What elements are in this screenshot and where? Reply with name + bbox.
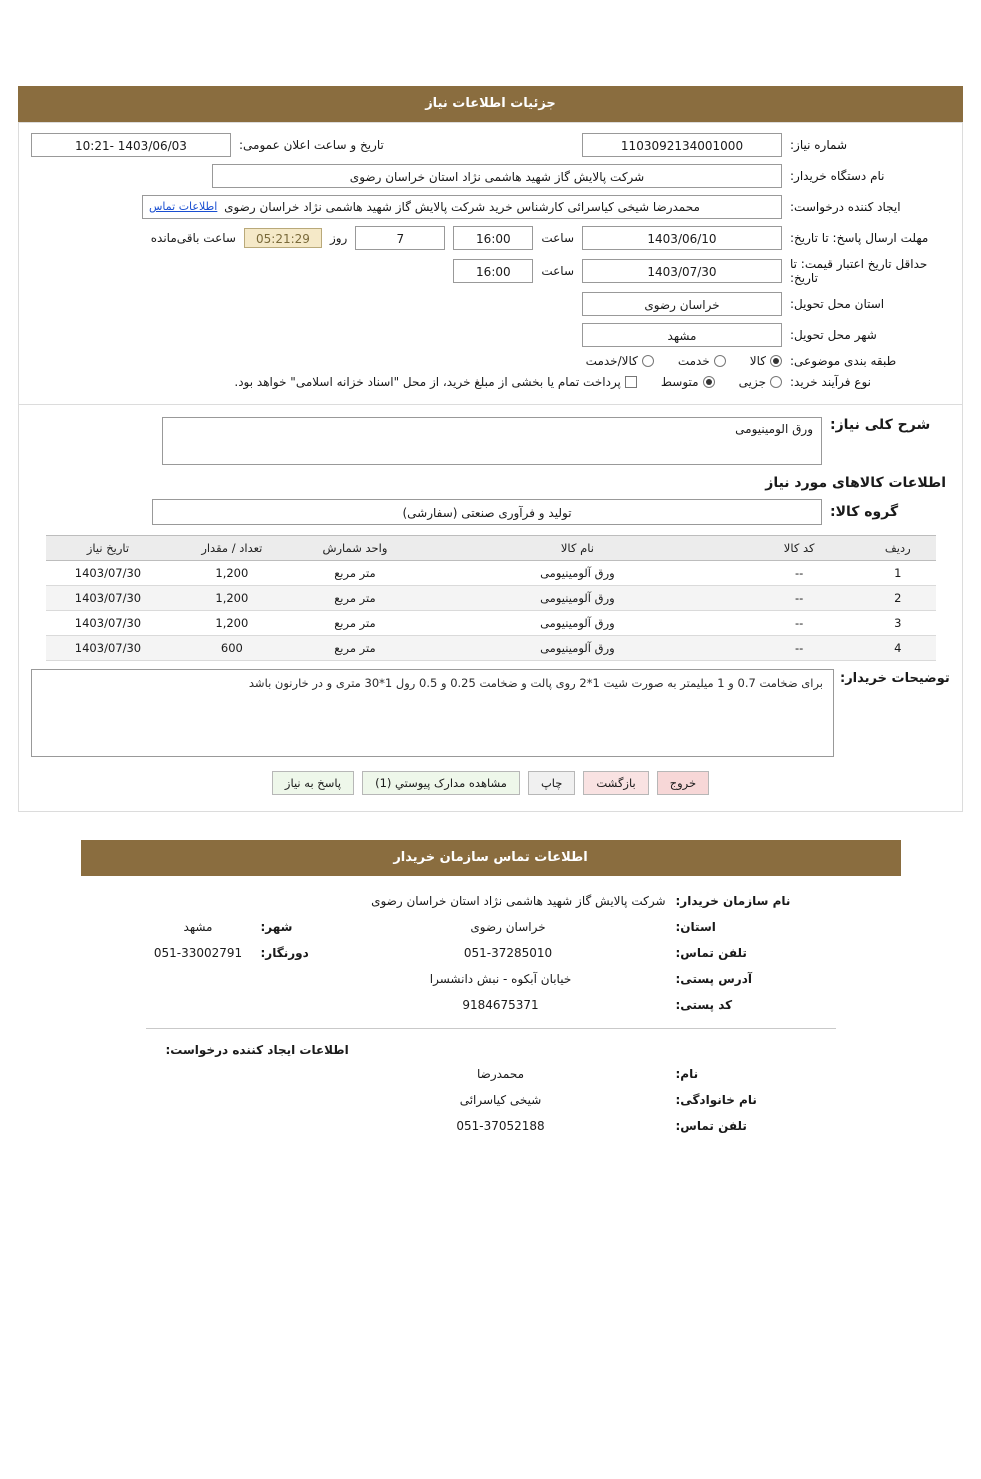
table-row: [46, 636, 936, 661]
answer-need-button[interactable]: پاسخ به نیاز: [272, 771, 354, 795]
row-category: [31, 354, 950, 368]
province-value: خراسان رضوی: [582, 292, 782, 316]
row-summary: [31, 417, 950, 465]
exit-button[interactable]: خروج: [657, 771, 709, 795]
buyer-org-label: نام دستگاه خریدار:: [790, 169, 885, 183]
col-code: کد کالا: [738, 536, 860, 561]
creator-first-name-label: نام:: [675, 1067, 699, 1081]
payment-checkbox-icon[interactable]: [625, 376, 637, 388]
contact-fax-label: دورنگار:: [260, 946, 309, 960]
deadline-hour-label: ساعت: [541, 231, 574, 245]
creator-label: ایجاد کننده درخواست:: [790, 200, 901, 214]
table-row: [46, 611, 936, 636]
price-validity-label: حداقل تاریخ اعتبار قیمت: تا تاریخ:: [790, 257, 928, 285]
cell-name: ورق آلومینیومی: [417, 611, 739, 636]
table-row: [46, 586, 936, 611]
cell-name: ورق آلومینیومی: [417, 636, 739, 661]
payment-checkbox-label: پرداخت تمام یا بخشی از مبلغ خرید، از محل "اسناد خزانه اسلامی" خواهد بود.: [234, 375, 621, 389]
contact-row-org: [146, 894, 836, 908]
creator-info-title: اطلاعات ایجاد کننده درخواست:: [165, 1043, 349, 1057]
creator-first-name-value: محمدرضا: [476, 1067, 525, 1081]
buyer-org-value: شرکت پالایش گاز شهید هاشمی نژاد استان خراسان رضوی: [212, 164, 782, 188]
payment-checkbox-wrap[interactable]: [234, 375, 637, 389]
section-header-details: جزئیات اطلاعات نیاز: [18, 86, 963, 122]
cell-unit: متر مربع: [293, 586, 416, 611]
cell-date: 1403/07/30: [46, 586, 171, 611]
col-unit: واحد شمارش: [293, 536, 416, 561]
contact-province-value: خراسان رضوی: [470, 920, 546, 934]
creator-value: محمدرضا شیخی کیاسرائی کارشناس خرید شرکت پالایش گاز شهید هاشمی نژاد خراسان رضوی: [224, 200, 700, 214]
creator-info: [146, 1067, 836, 1133]
cell-name: ورق آلومینیومی: [417, 586, 739, 611]
cell-qty: 600: [170, 636, 293, 661]
goods-title: اطلاعات کالاهای مورد نیاز: [765, 475, 946, 491]
contact-org-value: شرکت پالایش گاز شهید هاشمی نژاد استان خراسان رضوی: [371, 894, 666, 908]
cell-qty: 1,200: [170, 561, 293, 586]
radio-khedmat-icon[interactable]: [714, 355, 726, 367]
contact-province-label: استان:: [675, 920, 716, 934]
cell-row: 2: [860, 586, 935, 611]
creator-row-first-name: [146, 1067, 836, 1081]
cell-row: 4: [860, 636, 935, 661]
process-option-motavasset-label: متوسط: [660, 375, 699, 389]
contact-divider: [146, 1028, 836, 1029]
announce-datetime-value: 1403/06/03 -10:21: [31, 133, 231, 157]
goods-table-header-row: [46, 536, 936, 561]
contact-phone-label: تلفن تماس:: [675, 946, 747, 960]
radio-jozii-icon[interactable]: [770, 376, 782, 388]
radio-kala-icon[interactable]: [770, 355, 782, 367]
row-deadline: [31, 226, 950, 250]
group-label: گروه کالا:: [830, 504, 899, 520]
page-root: [0, 86, 981, 1479]
col-name: نام کالا: [417, 536, 739, 561]
cell-date: 1403/07/30: [46, 611, 171, 636]
remaining-days: 7: [355, 226, 445, 250]
cell-row: 3: [860, 611, 935, 636]
price-validity-time: 16:00: [453, 259, 533, 283]
category-label: طبقه بندی موضوعی:: [790, 354, 897, 368]
cell-date: 1403/07/30: [46, 561, 171, 586]
contact-postal-label: کد پستی:: [675, 998, 733, 1012]
contact-phone-value: 051-37285010: [463, 946, 553, 960]
contact-row-phone: [146, 946, 836, 960]
creator-value-wrap: [142, 195, 782, 219]
creator-last-name-value: شیخی کیاسرائی: [459, 1093, 542, 1107]
process-option-jozii[interactable]: [739, 375, 782, 389]
category-option-both[interactable]: [586, 354, 654, 368]
need-number-value: 1103092134001000: [582, 133, 782, 157]
cell-unit: متر مربع: [293, 561, 416, 586]
contact-city-label: شهر:: [260, 920, 293, 934]
row-price-validity: [31, 257, 950, 285]
cell-code: --: [738, 611, 860, 636]
summary-text: ورق الومینیومی: [162, 417, 822, 465]
cell-qty: 1,200: [170, 611, 293, 636]
province-label: استان محل تحویل:: [790, 297, 885, 311]
goods-table: [46, 535, 936, 661]
contact-city-value: مشهد: [183, 920, 213, 934]
contact-row-postal: [146, 998, 836, 1012]
cell-qty: 1,200: [170, 586, 293, 611]
creator-row-last-name: [146, 1093, 836, 1107]
radio-motavasset-icon[interactable]: [703, 376, 715, 388]
category-option-kala[interactable]: [750, 354, 782, 368]
row-city: [31, 323, 950, 347]
attachments-button[interactable]: مشاهده مدارک پیوستي (1): [362, 771, 520, 795]
deadline-time: 16:00: [453, 226, 533, 250]
col-qty: تعداد / مقدار: [170, 536, 293, 561]
creator-phone-value: 051-37052188: [456, 1119, 545, 1133]
action-buttons: [31, 771, 950, 795]
category-option-kala-label: کالا: [749, 354, 766, 368]
group-value: تولید و فرآوری صنعتی (سفارشی): [152, 499, 822, 525]
city-label: شهر محل تحویل:: [790, 328, 877, 342]
category-option-khedmat-label: خدمت: [677, 354, 710, 368]
remaining-days-unit: روز: [329, 231, 348, 245]
cell-row: 1: [860, 561, 935, 586]
table-row: [46, 561, 936, 586]
cell-name: ورق آلومینیومی: [417, 561, 739, 586]
category-option-both-label: کالا/خدمت: [585, 354, 638, 368]
row-process-type: [31, 375, 950, 389]
row-notes: [31, 669, 950, 757]
countdown-suffix: ساعت باقی‌مانده: [150, 231, 236, 245]
process-label: نوع فرآیند خرید:: [790, 375, 871, 389]
details-panel: [18, 122, 963, 405]
countdown-timer: 05:21:29: [244, 228, 322, 248]
need-panel: [18, 405, 963, 812]
creator-row-phone: [146, 1119, 836, 1133]
price-validity-hour-label: ساعت: [541, 264, 574, 278]
contact-address-label: آدرس پستی:: [675, 972, 752, 986]
creator-last-name-label: نام خانوادگی:: [675, 1093, 757, 1107]
row-need-number: [31, 133, 950, 157]
cell-date: 1403/07/30: [46, 636, 171, 661]
back-button[interactable]: بازگشت: [583, 771, 648, 795]
cell-unit: متر مربع: [293, 636, 416, 661]
col-date: تاریخ نیاز: [46, 536, 171, 561]
row-province: [31, 292, 950, 316]
cell-unit: متر مربع: [293, 611, 416, 636]
row-buyer-org: [31, 164, 950, 188]
cell-code: --: [738, 561, 860, 586]
contact-row-province: [146, 920, 836, 934]
section-header-contact: اطلاعات تماس سازمان خریدار: [81, 840, 901, 876]
radio-both-icon[interactable]: [642, 355, 654, 367]
row-group: [31, 499, 950, 525]
cell-code: --: [738, 636, 860, 661]
contact-postal-value: 9184675371: [462, 998, 539, 1012]
col-row: ردیف: [860, 536, 935, 561]
notes-text: برای ضخامت 0.7 و 1 میلیمتر به صورت شیت 1*2 روی پالت و ضخامت 0.25 و 0.5 رول 1*30 متری و در خارنون باشد: [31, 669, 834, 757]
process-option-jozii-label: جزیی: [738, 375, 766, 389]
summary-label: شرح کلی نیاز:: [830, 417, 931, 433]
contact-info: [146, 894, 836, 1012]
deadline-date: 1403/06/10: [582, 226, 782, 250]
creator-contact-link[interactable]: اطلاعات تماس: [149, 200, 218, 213]
process-option-motavasset[interactable]: [661, 375, 715, 389]
city-value: مشهد: [582, 323, 782, 347]
print-button[interactable]: چاپ: [528, 771, 575, 795]
contact-address-value: خیابان آبکوه - نبش دانشسرا: [429, 972, 572, 986]
row-creator: [31, 195, 950, 219]
contact-row-address: [146, 972, 836, 986]
category-option-khedmat[interactable]: [678, 354, 726, 368]
need-number-label: شماره نیاز:: [790, 138, 847, 152]
contact-fax-value: 051-33002791: [153, 946, 243, 960]
announce-datetime-label: تاریخ و ساعت اعلان عمومی:: [239, 138, 384, 152]
deadline-label: مهلت ارسال پاسخ: تا تاریخ:: [790, 231, 929, 245]
notes-label: توضیحات خریدار:: [840, 671, 950, 686]
creator-phone-label: تلفن تماس:: [675, 1119, 747, 1133]
cell-code: --: [738, 586, 860, 611]
price-validity-date: 1403/07/30: [582, 259, 782, 283]
contact-org-label: نام سازمان خریدار:: [675, 894, 791, 908]
